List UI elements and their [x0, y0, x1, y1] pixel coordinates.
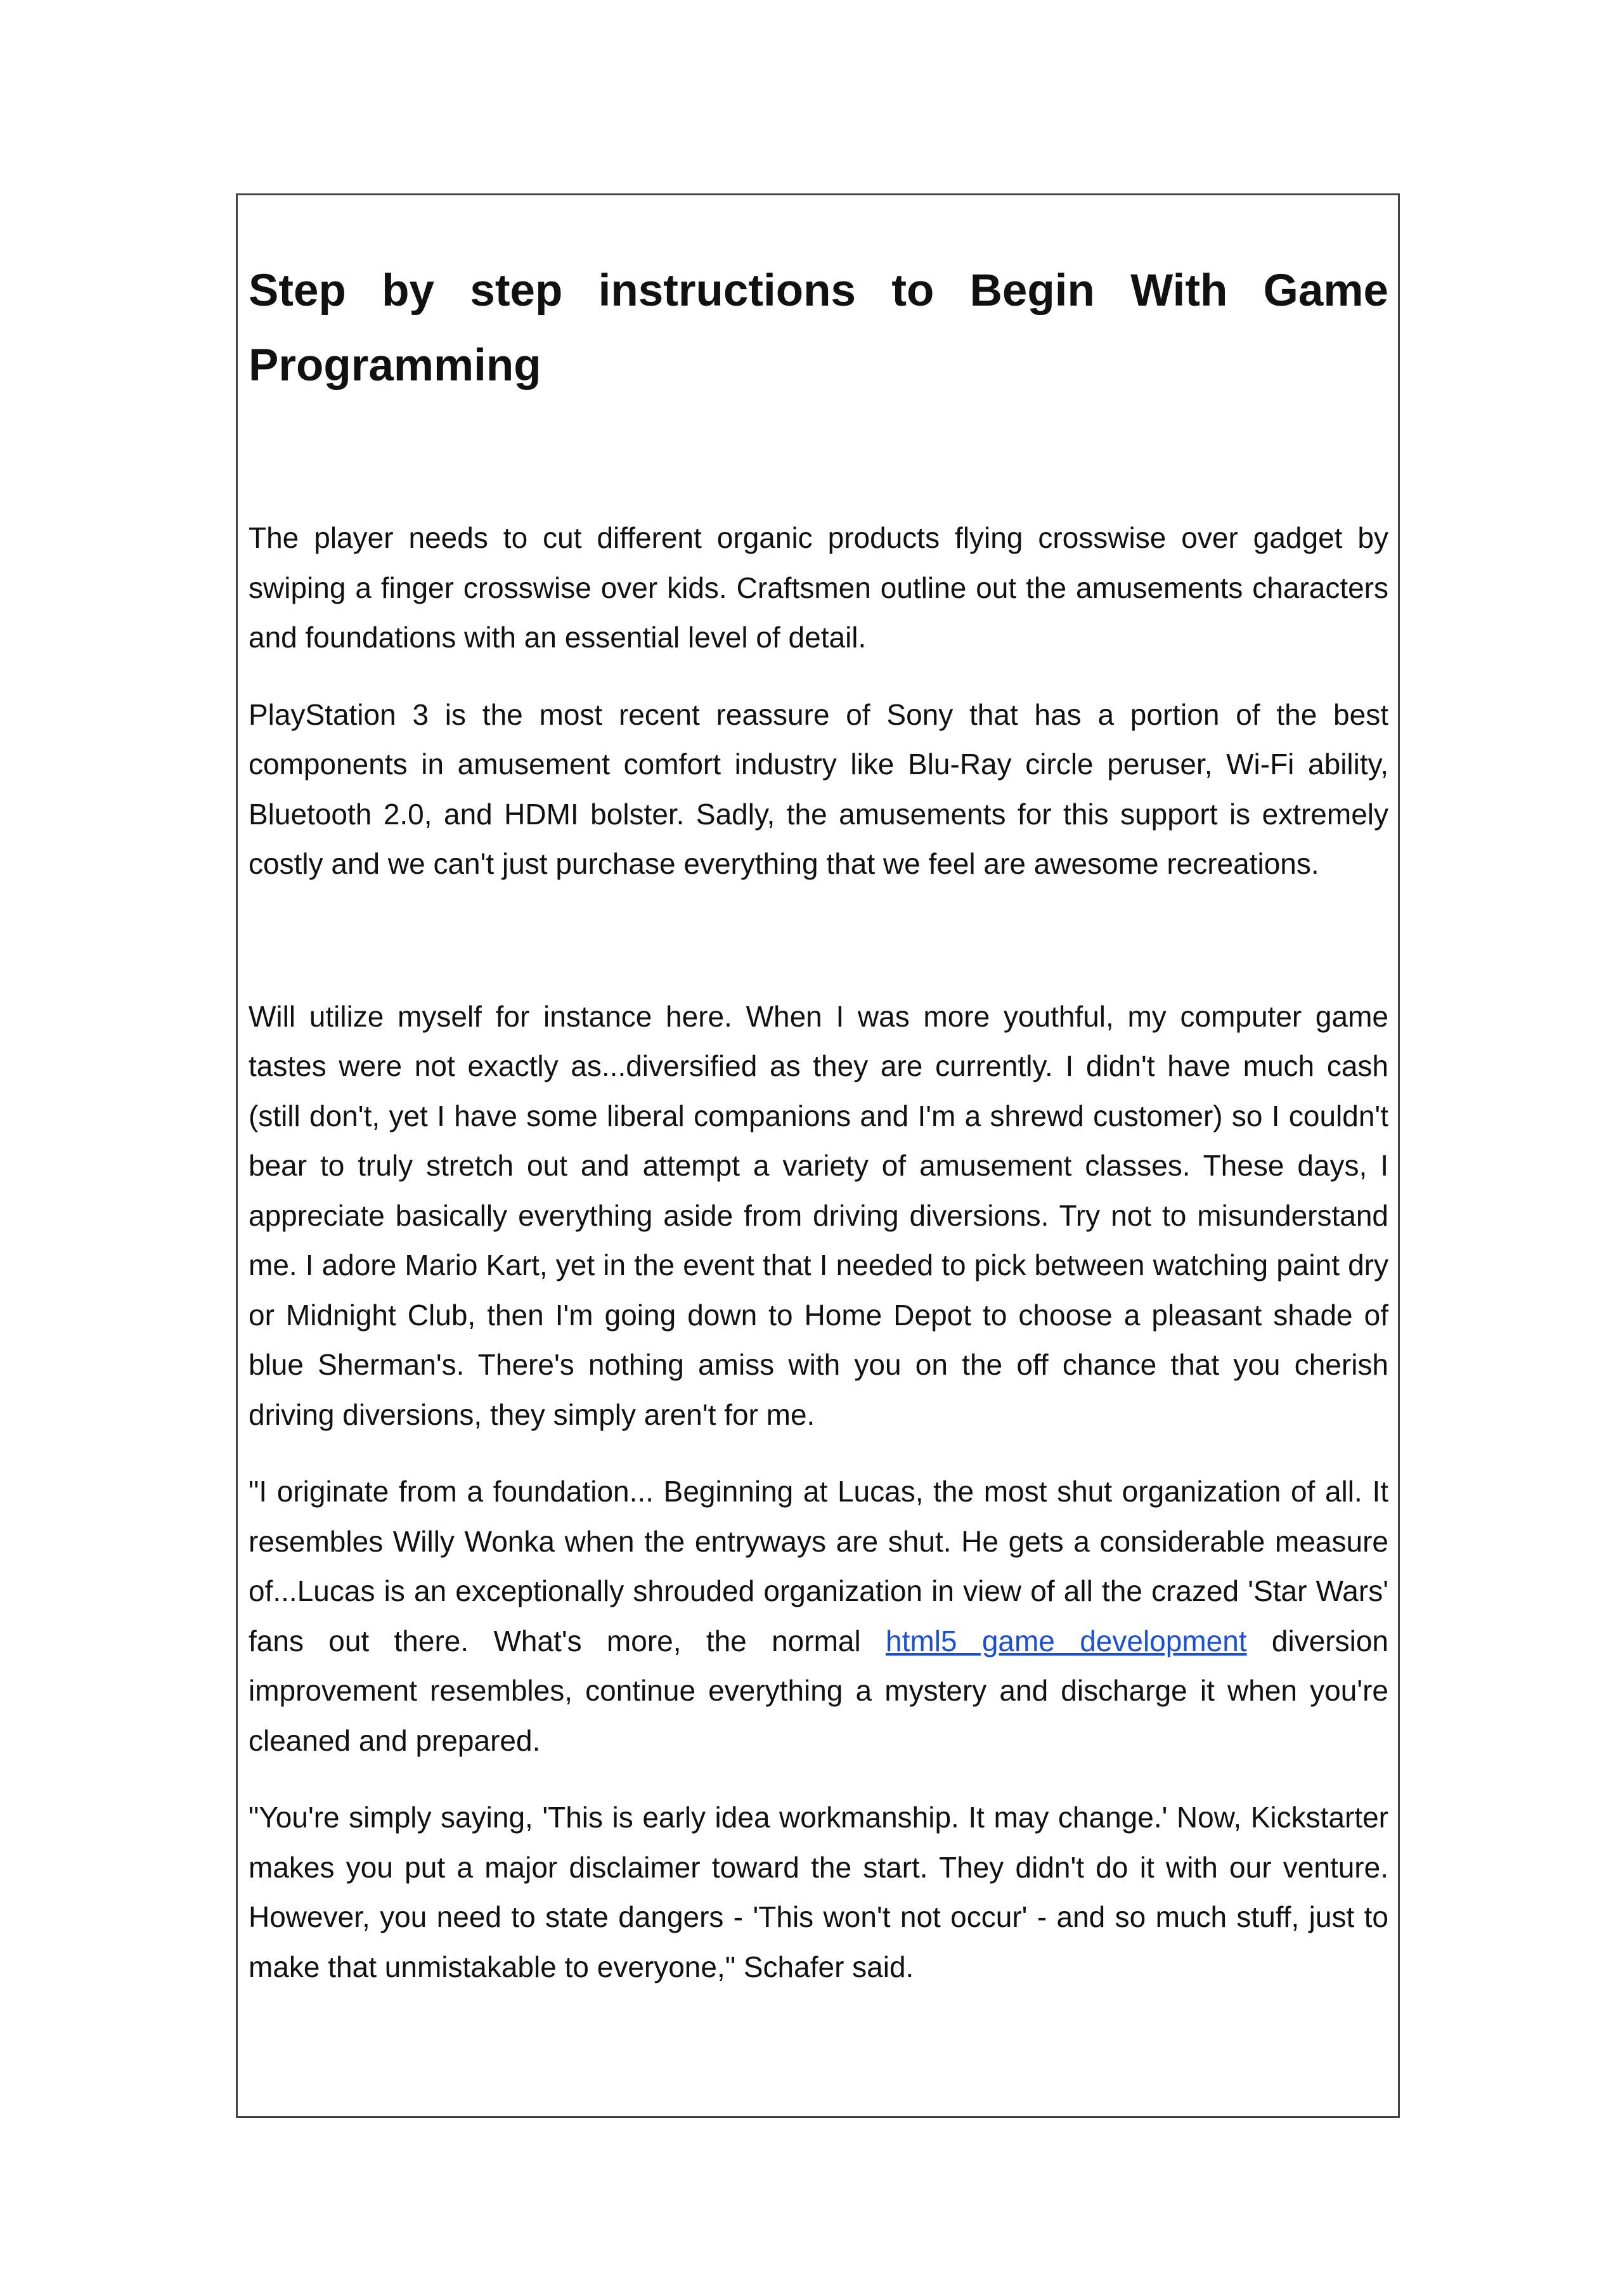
paragraph-2: PlayStation 3 is the most recent reassure of Sony that has a portion of the best components in amusement comfort industry like Blu-Ray circle peruser, Wi-Fi ability, Bluetooth 2.0, and HDMI bolster. Sadly, the amusements for this support is extremely costly and we can't just purchase everything that we feel are awesome recreations.	[249, 697, 1388, 880]
document-title: Step by step instructions to Begin With Game Programming	[249, 266, 1388, 391]
paragraph-3: Will utilize myself for instance here. When I was more youthful, my computer game tastes were not exactly as...diversified as they are currently. I didn't have much cash (still don't, yet I have some liberal companions and I'm a shrewd customer) so I couldn't bear to truly stretch out and attempt a variety of amusement classes. These days, I appreciate basically everything aside from driving diversions. Try not to misunderstand me. I adore Mario Kart, yet in the event that I needed to pick between watching paint dry or Midnight Club, then I'm going down to Home Depot to choose a pleasant shade of blue Sherman's. There's nothing amiss with you on the off chance that you cherish driving diversions, they simply aren't for me.	[249, 999, 1388, 1431]
paragraph-4-text-after: diversion improvement resembles, continue everything a mystery and discharge it when you're cleaned and prepared.	[249, 1624, 1389, 1757]
paragraph-1: The player needs to cut different organic products flying crosswise over gadget by swiping a finger crosswise over kids. Craftsmen outline out the amusements characters and foundations with an essential level of detail.	[249, 521, 1388, 654]
paragraph-4	[249, 1467, 1388, 1765]
paragraph-5: "You're simply saying, 'This is early idea workmanship. It may change.' Now, Kickstarter makes you put a major disclaimer toward the start. They didn't do it with our venture. However, you need to state dangers - 'This won't not occur' - and so much stuff, just to make that unmistakable to everyone," Schafer said.	[249, 1801, 1388, 1983]
html5-game-development-link[interactable]: html5 game development	[886, 1624, 1247, 1657]
document-body	[249, 254, 1388, 1992]
paragraph-4-text-before: "I originate from a foundation... Beginning at Lucas, the most shut organization of all. It resembles Willy Wonka when the entryways are shut. He gets a considerable measure of...Lucas is an exceptionally shrouded organization in view of all the crazed 'Star Wars' fans out there. What's more, the normal	[249, 1475, 1388, 1657]
